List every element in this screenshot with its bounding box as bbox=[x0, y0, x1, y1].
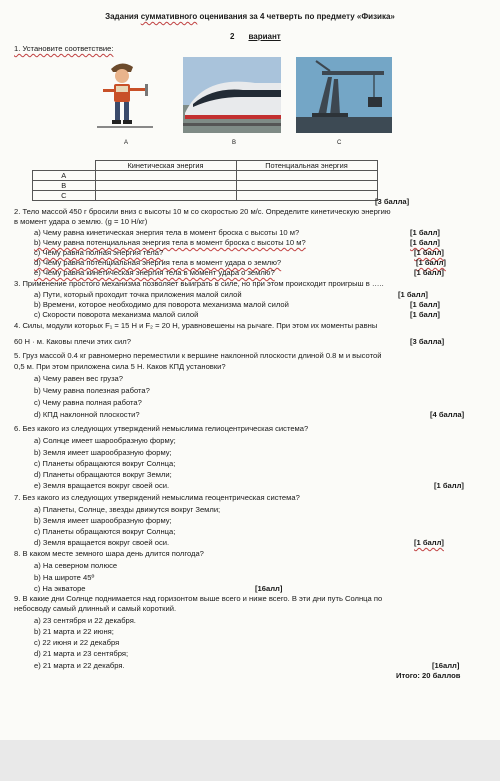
q8-item-c: c) На экваторе bbox=[34, 584, 86, 593]
q9-item-d: d) 21 марта и 23 сентября; bbox=[34, 649, 129, 658]
q2-item-d: d) Чему равна потенциальная энергия тела в момент удара о землю? bbox=[34, 258, 282, 267]
answer-table bbox=[32, 160, 378, 201]
table-col-kinetic: Кинетическая энергия bbox=[95, 161, 236, 171]
q7-text: 7. Без какого из следующих утверждений немыслима геоцентрическая система? bbox=[14, 493, 300, 502]
q9-item-a: a) 23 сентября и 22 декабря. bbox=[34, 616, 136, 625]
q6-score: [1 балл] bbox=[434, 481, 464, 490]
q2-item-d-score: [1 балл] bbox=[416, 258, 446, 267]
q8-item-b: b) На широте 45º bbox=[34, 573, 95, 582]
page-title: Задания суммативного оценивания за 4 четверть по предмету «Физика» bbox=[105, 12, 395, 21]
q2-item-b-score: [1 балл] bbox=[410, 238, 440, 247]
q5-line: 0,5 м. При этом приложена сила 5 Н. Каков КПД установки? bbox=[14, 362, 226, 371]
q3-item-b: b) Времени, которое необходимо для поворота механизма малой силой bbox=[34, 300, 289, 309]
table-header-row bbox=[33, 161, 378, 171]
q9-item-e: e) 21 марта и 22 декабря. bbox=[34, 661, 125, 670]
q5-line: 5. Груз массой 0.4 кг равномерно переместили к вершине наклонной плоскости длиной 0.8 м и высотой bbox=[14, 351, 382, 360]
q2-line: в момент удара о землю. (g = 10 Н/кг) bbox=[14, 217, 148, 226]
train-image bbox=[183, 57, 281, 133]
q1-score: [3 балла] bbox=[375, 197, 410, 206]
q7-item-a: a) Планеты, Солнце, звезды движутся вокруг Земли; bbox=[34, 505, 221, 514]
caption-b: B bbox=[232, 140, 237, 146]
q3-text: 3. Применение простого механизма позволяет выиграть в силе, но при этом происходит проигрыш в ….. bbox=[14, 279, 384, 288]
q9-line: 9. В какие дни Солнце поднимается над горизонтом выше всего и ниже всего. В эти дни путь Солнца по bbox=[14, 594, 383, 603]
caption-a: A bbox=[124, 140, 129, 146]
q9-score: [16алл] bbox=[432, 661, 460, 670]
q6-item-a: a) Солнце имеет шарообразную форму; bbox=[34, 436, 176, 445]
q3-item-a: a) Пути, который проходит точка приложения малой силой bbox=[34, 290, 242, 299]
q8-text: 8. В каком месте земного шара день длится полгода? bbox=[14, 549, 204, 558]
q2-item-a: a) Чему равна кинетическая энергия тела в момент броска с высоты 10 м? bbox=[34, 228, 300, 237]
q2-line: 2. Тело массой 450 г бросили вниз с высоты 10 м со скоростью 20 м/с. Определите кинетическую энергию bbox=[14, 207, 391, 216]
q3-item-c-score: [1 балл] bbox=[410, 310, 440, 319]
q2-item-e: e) Чему равна кинетическая энергия тела в момент удара о землю? bbox=[34, 268, 275, 277]
q8-score: [16алл] bbox=[255, 584, 283, 593]
q6-item-d: d) Планеты обращаются вокруг Земли; bbox=[34, 470, 172, 479]
q6-item-e: e) Земля вращается вокруг своей оси. bbox=[34, 481, 170, 490]
q3-item-a-score: [1 балл] bbox=[398, 290, 428, 299]
q4-line2: 60 Н · м. Каковы плечи этих сил? bbox=[14, 337, 131, 346]
table-row: B bbox=[33, 181, 378, 191]
q2-item-c: c) Чему равна полная энергия тела? bbox=[34, 248, 164, 257]
q5-item-b: b) Чему равна полезная работа? bbox=[34, 386, 150, 395]
q7-item-c: c) Планеты обращаются вокруг Солнца; bbox=[34, 527, 176, 536]
q9-item-c: c) 22 июня и 22 декабря bbox=[34, 638, 120, 647]
q4-score: [3 балла] bbox=[410, 337, 445, 346]
q7-item-b: b) Земля имеет шарообразную форму; bbox=[34, 516, 172, 525]
q8-item-a: a) На северном полюсе bbox=[34, 561, 118, 570]
total-score: Итого: 20 баллов bbox=[396, 671, 461, 680]
q9-line: небосводу самый длинный и самый короткий. bbox=[14, 604, 177, 613]
q1-text: 1. Установите соответствие: bbox=[14, 44, 114, 53]
q5-item-c: c) Чему равна полная работа? bbox=[34, 398, 142, 407]
q2-item-b: b) Чему равна потенциальная энергия тела в момент броска с высоты 10 м? bbox=[34, 238, 306, 247]
caption-c: C bbox=[337, 140, 342, 146]
q6-text: 6. Без какого из следующих утверждений немыслима гелиоцентрическая система? bbox=[14, 424, 309, 433]
table-row: A bbox=[33, 171, 378, 181]
q2-item-c-score: [1 балл] bbox=[414, 248, 444, 257]
q6-item-c: c) Планеты обращаются вокруг Солнца; bbox=[34, 459, 176, 468]
q2-item-a-score: [1 балл] bbox=[410, 228, 440, 237]
q4-line1: 4. Силы, модули которых F₁ = 15 Н и F₂ = 20 Н, уравновешены на рычаге. При этом их моменты равны bbox=[14, 321, 378, 330]
robot-lever-image bbox=[95, 56, 155, 132]
table-col-potential: Потенциальная энергия bbox=[236, 161, 377, 171]
q2-item-e-score: [1 балл] bbox=[414, 268, 444, 277]
q7-score: [1 балл] bbox=[414, 538, 444, 547]
q9-item-b: b) 21 марта и 22 июня; bbox=[34, 627, 114, 636]
q5-item-d: d) КПД наклонной плоскости? bbox=[34, 410, 140, 419]
q3-item-c: c) Скорости поворота механизма малой силой bbox=[34, 310, 199, 319]
q6-item-b: b) Земля имеет шарообразную форму; bbox=[34, 448, 172, 457]
table-row: C bbox=[33, 191, 378, 201]
q7-item-d: d) Земля вращается вокруг своей оси. bbox=[34, 538, 170, 547]
crane-image bbox=[296, 57, 392, 133]
q5-item-a: a) Чему равен вес груза? bbox=[34, 374, 123, 383]
q5-score: [4 балла] bbox=[430, 410, 465, 419]
bottom-margin bbox=[0, 740, 500, 781]
q3-item-b-score: [1 балл] bbox=[410, 300, 440, 309]
variant-label: 2 вариант bbox=[230, 32, 281, 41]
